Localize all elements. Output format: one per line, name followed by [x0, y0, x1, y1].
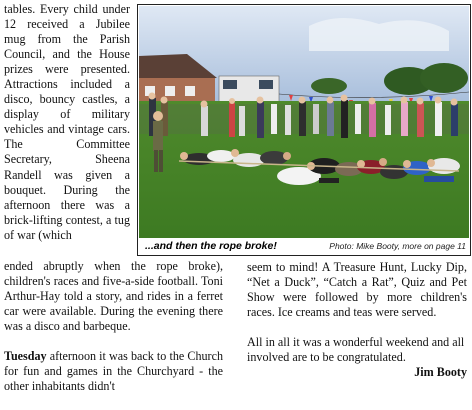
photo-credit: Photo: Mike Booty, more on page 11 [329, 241, 466, 251]
article-paragraph: tables. Every child under 12 received a Jubilee mug from the Parish Council, and the House prizes were presented. Attractions included a disco, bouncy castles, a display of military vehicles and vintage cars. The Committee Secretary, Sheena Randell was given a bouquet. During the afternoon there was a brick-lifting contest, a tug of war (which [4, 2, 130, 242]
article-paragraph-tuesday [4, 349, 223, 394]
photo-caption: ...and then the rope broke! [145, 240, 277, 252]
article-paragraph-activities: seem to mind! A Treasure Hunt, Lucky Dip, “Net a Duck”, “Catch a Rat”, Quiz and Pet Show were followed by more children's races. Ice creams and teas were served. [247, 260, 467, 320]
tree [311, 78, 347, 94]
tuesday-text: afternoon it was back to the Church for fun and games in the Churchyard - the other inhabitants didn't [4, 349, 223, 394]
article-column-right [247, 260, 467, 380]
author-signature: Jim Booty [414, 365, 467, 380]
tug-of-war-photo [139, 6, 469, 238]
photo-caption-row [139, 240, 469, 254]
article-column-left [4, 2, 130, 243]
day-heading: Tuesday [4, 349, 47, 364]
tree [420, 63, 468, 93]
article-column-bottom-left [4, 259, 223, 394]
article-paragraph-continuation: ended abruptly when the rope broke), children's races and five-a-side football. Toni Arthur-Hay told a story, and rides in a ferret car were available. During the evening there was a disco and barbeque. [4, 259, 223, 334]
article-paragraph-closing: All in all it was a wonderful weekend and all involved are to be congratulated. [247, 335, 465, 365]
photo-frame [137, 4, 471, 256]
